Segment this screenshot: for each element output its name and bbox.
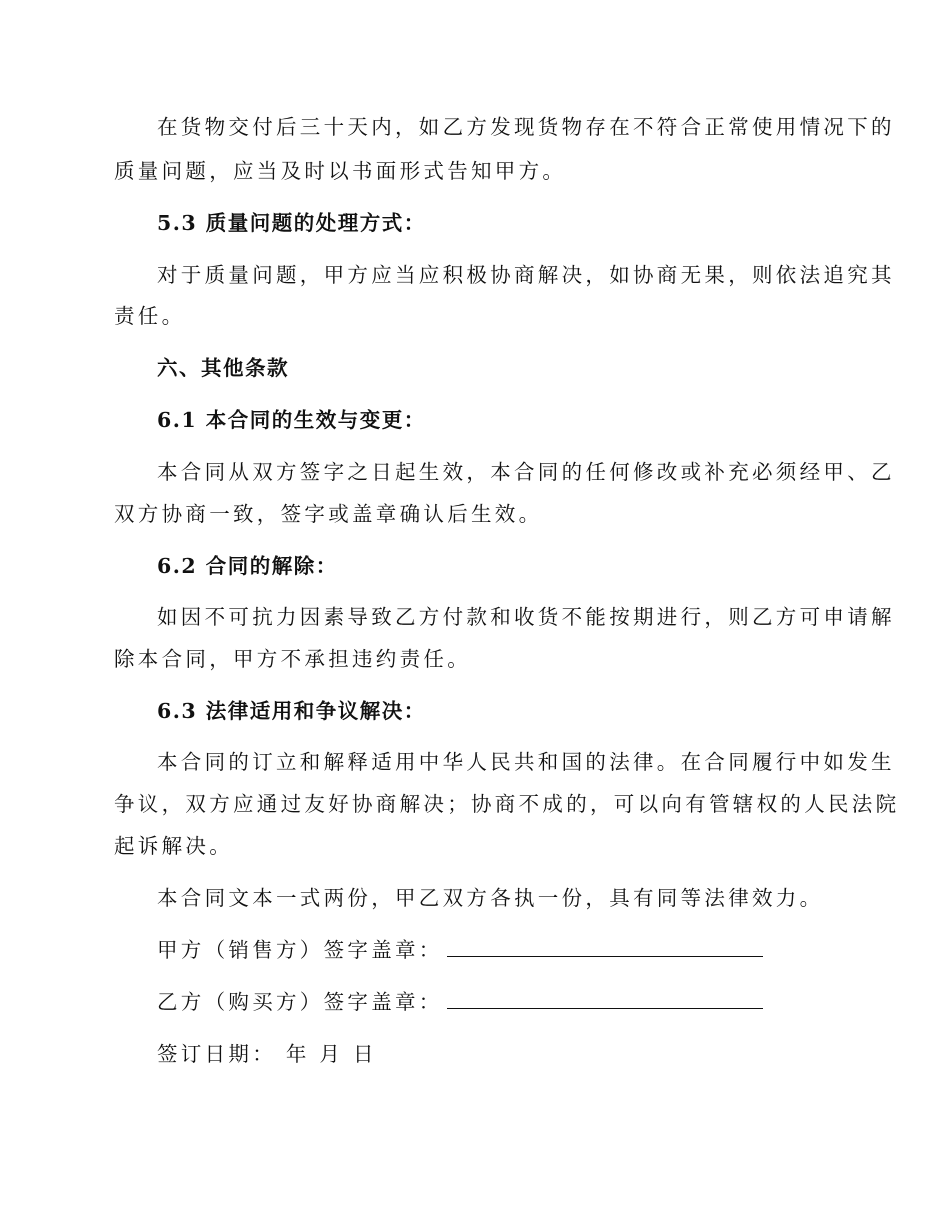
signature-party-b xyxy=(157,988,763,1016)
signature-label: 甲方（销售方）签字盖章： xyxy=(157,938,443,962)
paragraph-line: 如因不可抗力因素导致乙方付款和收货不能按期进行，则乙方可申请解 xyxy=(157,605,895,629)
paragraph-line: 本合同的订立和解释适用中华人民共和国的法律。在合同履行中如发生 xyxy=(157,750,895,774)
section-heading-6-3: 6.3 法律适用和争议解决： xyxy=(157,699,426,723)
section-heading-6-2: 6.2 合同的解除： xyxy=(157,554,338,578)
paragraph-line: 在货物交付后三十天内，如乙方发现货物存在不符合正常使用情况下的 xyxy=(157,115,895,139)
paragraph-line: 对于质量问题，甲方应当应积极协商解决，如协商无果，则依法追究其 xyxy=(157,263,895,287)
paragraph-line: 责任。 xyxy=(114,304,186,328)
signature-label: 乙方（购买方）签字盖章： xyxy=(157,990,443,1014)
section-heading-5-3: 5.3 质量问题的处理方式： xyxy=(157,211,426,235)
signing-date: 签订日期： 年 月 日 xyxy=(157,1042,377,1066)
paragraph-line: 起诉解决。 xyxy=(114,834,233,858)
section-heading-6-1: 6.1 本合同的生效与变更： xyxy=(157,408,426,432)
paragraph-line: 除本合同，甲方不承担违约责任。 xyxy=(114,647,471,671)
paragraph-line: 本合同从双方签字之日起生效，本合同的任何修改或补充必须经甲、乙 xyxy=(157,460,895,484)
signature-line xyxy=(447,988,763,1009)
paragraph-line: 本合同文本一式两份，甲乙双方各执一份，具有同等法律效力。 xyxy=(157,886,824,910)
signature-line xyxy=(447,936,763,957)
section-heading-6: 六、其他条款 xyxy=(157,356,289,380)
paragraph-line: 争议，双方应通过友好协商解决；协商不成的，可以向有管辖权的人民法院 xyxy=(114,792,900,816)
paragraph-line: 双方协商一致，签字或盖章确认后生效。 xyxy=(114,502,543,526)
paragraph-line: 质量问题，应当及时以书面形式告知甲方。 xyxy=(114,159,567,183)
signature-party-a xyxy=(157,936,763,964)
